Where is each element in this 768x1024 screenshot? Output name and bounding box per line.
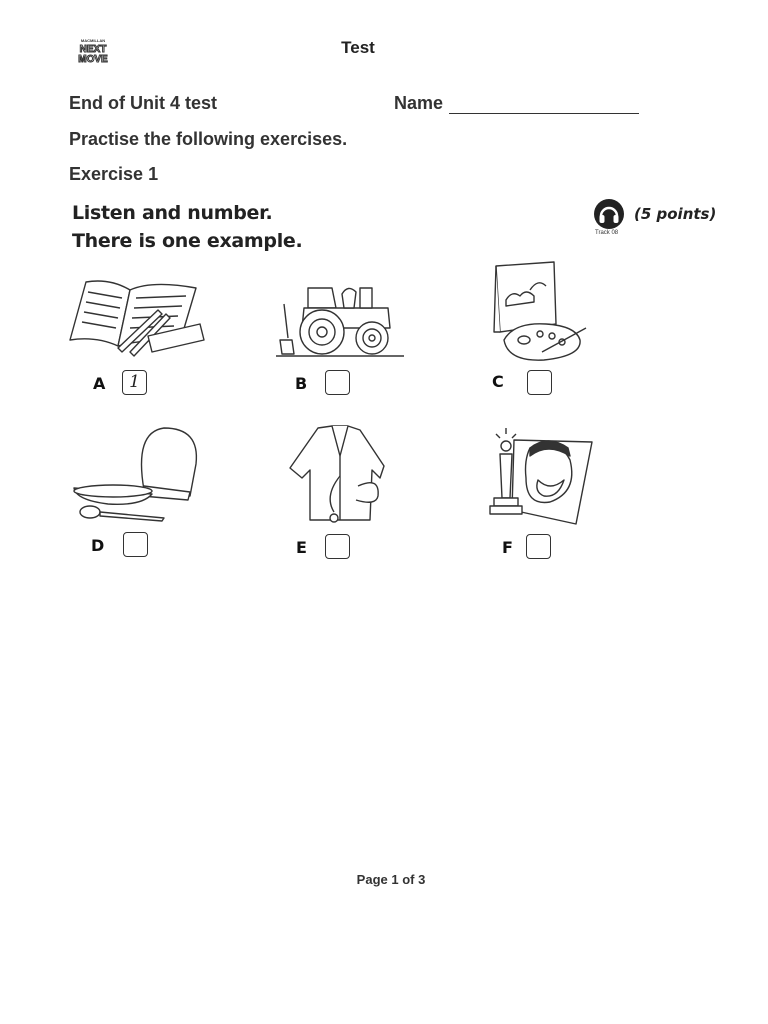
item-letter: C bbox=[492, 372, 504, 391]
item-letter: E bbox=[296, 538, 307, 557]
tractor-picture bbox=[274, 282, 408, 360]
instruction-text: Practise the following exercises. bbox=[69, 129, 348, 149]
name-label: Name bbox=[394, 93, 444, 113]
book-and-pencils-picture bbox=[66, 276, 200, 356]
svg-text:MACMILLAN: MACMILLAN bbox=[80, 38, 106, 43]
answer-box[interactable] bbox=[123, 532, 148, 557]
track-label: Track 08 bbox=[595, 230, 619, 236]
chef-hat-picture bbox=[72, 424, 202, 524]
answer-box[interactable] bbox=[325, 534, 350, 559]
item-letter: D bbox=[91, 536, 105, 555]
page-number: Page 1 of 3 bbox=[356, 872, 426, 887]
task-instruction-line-2: There is one example. bbox=[72, 230, 303, 252]
unit-title: End of Unit 4 test bbox=[69, 93, 217, 113]
answer-box[interactable] bbox=[527, 370, 552, 395]
doctor-coat-picture bbox=[288, 426, 392, 530]
document-title: Test bbox=[341, 38, 375, 57]
svg-text:MOVE: MOVE bbox=[78, 54, 108, 63]
actor-award-picture bbox=[488, 426, 600, 530]
answer-box[interactable]: 1 bbox=[122, 370, 147, 395]
name-field[interactable] bbox=[394, 93, 639, 114]
exercise-title: Exercise 1 bbox=[69, 164, 159, 184]
points-label: (5 points) bbox=[634, 205, 717, 223]
item-letter: A bbox=[93, 374, 106, 393]
item-letter: B bbox=[295, 374, 308, 393]
svg-text:NEXT: NEXT bbox=[79, 44, 107, 55]
answer-box[interactable] bbox=[526, 534, 551, 559]
headphones-icon bbox=[592, 197, 626, 231]
task-instruction-line-1: Listen and number. bbox=[72, 202, 273, 224]
answer-box[interactable] bbox=[325, 370, 350, 395]
name-blank-line[interactable] bbox=[449, 96, 639, 114]
painting-palette-picture bbox=[490, 260, 590, 364]
item-letter: F bbox=[502, 538, 513, 557]
